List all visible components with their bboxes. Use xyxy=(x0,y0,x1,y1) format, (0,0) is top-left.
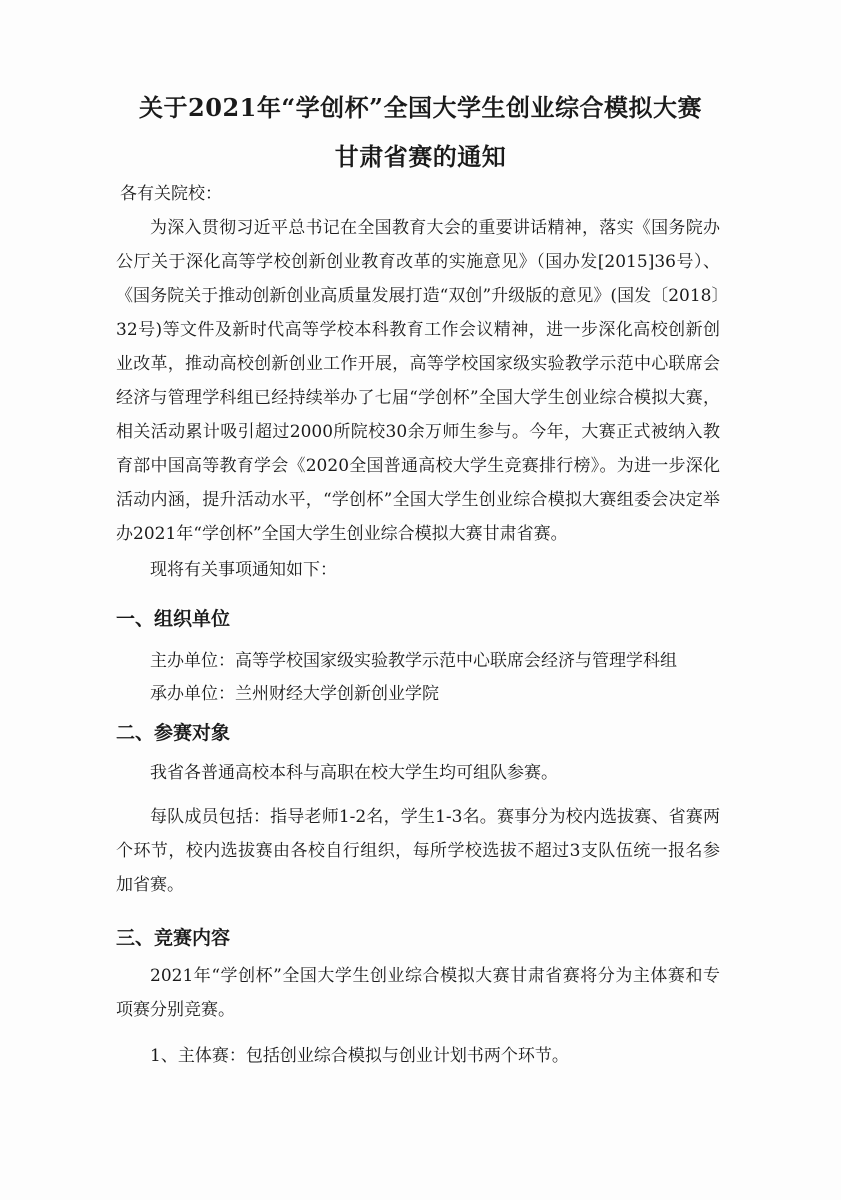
section-heading-organization: 一、组织单位 xyxy=(116,608,231,630)
document-title-line-2: 甘肃省赛的通知 xyxy=(334,142,507,171)
main-competition-item: 1、主体赛：包括创业综合模拟与创业计划书两个环节。 xyxy=(150,1046,569,1066)
host-line: 承办单位：兰州财经大学创新创业学院 xyxy=(150,684,439,704)
competition-content-paragraph: 2021年“学创杯”全国大学生创业综合模拟大赛甘肃省赛将分为主体赛和专项赛分别竞赛。 xyxy=(116,966,720,1020)
document-title-line-1: 关于2021年“学创杯”全国大学生创业综合模拟大赛 xyxy=(139,93,702,122)
organizer-line: 主办单位：高等学校国家级实验教学示范中心联席会经济与管理学科组 xyxy=(150,651,677,671)
intro-paragraph: 为深入贯彻习近平总书记在全国教育大会的重要讲话精神，落实《国务院办公厅关于深化高等学校创新创业教育改革的实施意见》（国办发[2015]36号）、《国务院关于推动创新创业高质量发展打造“双创”升级版的意见》(国发〔2018〕32号)等文件及新时代高等学校本科教育工作会议精神，进一步深化高校创新创业改革，推动高校创新创业工作开展，高等学校国家级实验教学示范中心联席会经济与管理学科组已经持续举办了七届“学创杯”全国大学生创业综合模拟大赛，相关活动累计吸引超过2000所院校30余万师生参与。今年，大赛正式被纳入教育部中国高等教育学会《2020全国普通高校大学生竞赛排行榜》。为进一步深化活动内涵，提升活动水平，“学创杯”全国大学生创业综合模拟大赛组委会决定举办2021年“学创杯”全国大学生创业综合模拟大赛甘肃省赛。 xyxy=(116,218,720,544)
eligibility-line: 我省各普通高校本科与高职在校大学生均可组队参赛。 xyxy=(150,763,558,783)
section-heading-content: 三、竞赛内容 xyxy=(116,927,231,949)
section-heading-participants: 二、参赛对象 xyxy=(116,722,231,744)
salutation: 各有关院校： xyxy=(120,184,222,204)
team-composition-paragraph: 每队成员包括：指导老师1-2名，学生1-3名。赛事分为校内选拔赛、省赛两个环节，校内选拔赛由各校自行组织，每所学校选拔不超过3支队伍统一报名参加省赛。 xyxy=(116,807,720,895)
notice-intro: 现将有关事项通知如下： xyxy=(150,560,337,580)
